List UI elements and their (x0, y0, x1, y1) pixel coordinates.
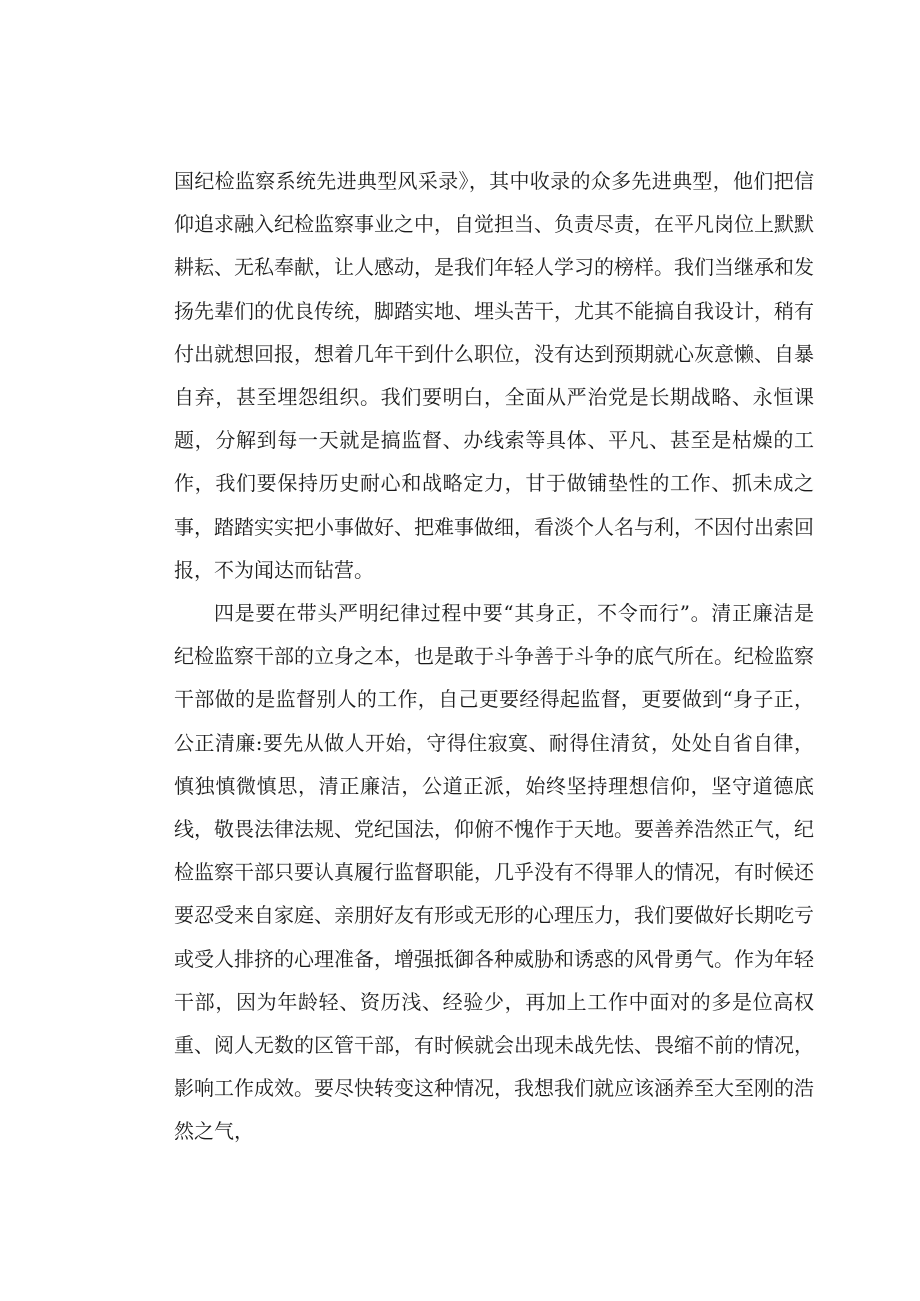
paragraph-continued: 国纪检监察系统先进典型风采录》，其中收录的众多先进典型，他们把信仰追求融入纪检监察事业之中，自觉担当、负责尽责，在平凡岗位上默默耕耘、无私奉献，让人感动，是我们年轻人学习的榜样。我们当继承和发扬先辈们的优良传统，脚踏实地、埋头苦干，尤其不能搞自我设计，稍有付出就想回报，想着几年干到什么职位，没有达到预期就心灰意懒、自暴自弃，甚至埋怨组织。我们要明白，全面从严治党是长期战略、永恒课题，分解到每一天就是搞监督、办线索等具体、平凡、甚至是枯燥的工作，我们要保持历史耐心和战略定力，甘于做铺垫性的工作、抓未成之事，踏踏实实把小事做好、把难事做细，看淡个人名与利，不因付出索回报，不为闻达而钻营。 (174, 169, 814, 582)
body-text (174, 160, 814, 1154)
paragraph-discipline: 四是要在带头严明纪律过程中要“其身正，不令而行”。清正廉洁是纪检监察干部的立身之本，也是敢于斗争善于斗争的底气所在。纪检监察干部做的是监督别人的工作，自己更要经得起监督，更要做到“身子正，公正清廉:要先从做人开始，守得住寂寞、耐得住清贫，处处自省自律，慎独慎微慎思，清正廉洁，公道正派，始终坚持理想信仰，坚守道德底线，敬畏法律法规、党纪国法，仰俯不愧作于天地。要善养浩然正气，纪检监察干部只要认真履行监督职能，几乎没有不得罪人的情况，有时候还要忍受来自家庭、亲朋好友有形或无形的心理压力，我们要做好长期吃亏或受人排挤的心理准备，增强抵御各种威胁和诱惑的风骨勇气。作为年轻干部，因为年龄轻、资历浅、经验少，再加上工作中面对的多是位高权重、阅人无数的区管干部，有时候就会出现未战先怯、畏缩不前的情况，影响工作成效。要尽快转变这种情况，我想我们就应该涵养至大至刚的浩然之气， (174, 601, 814, 1144)
